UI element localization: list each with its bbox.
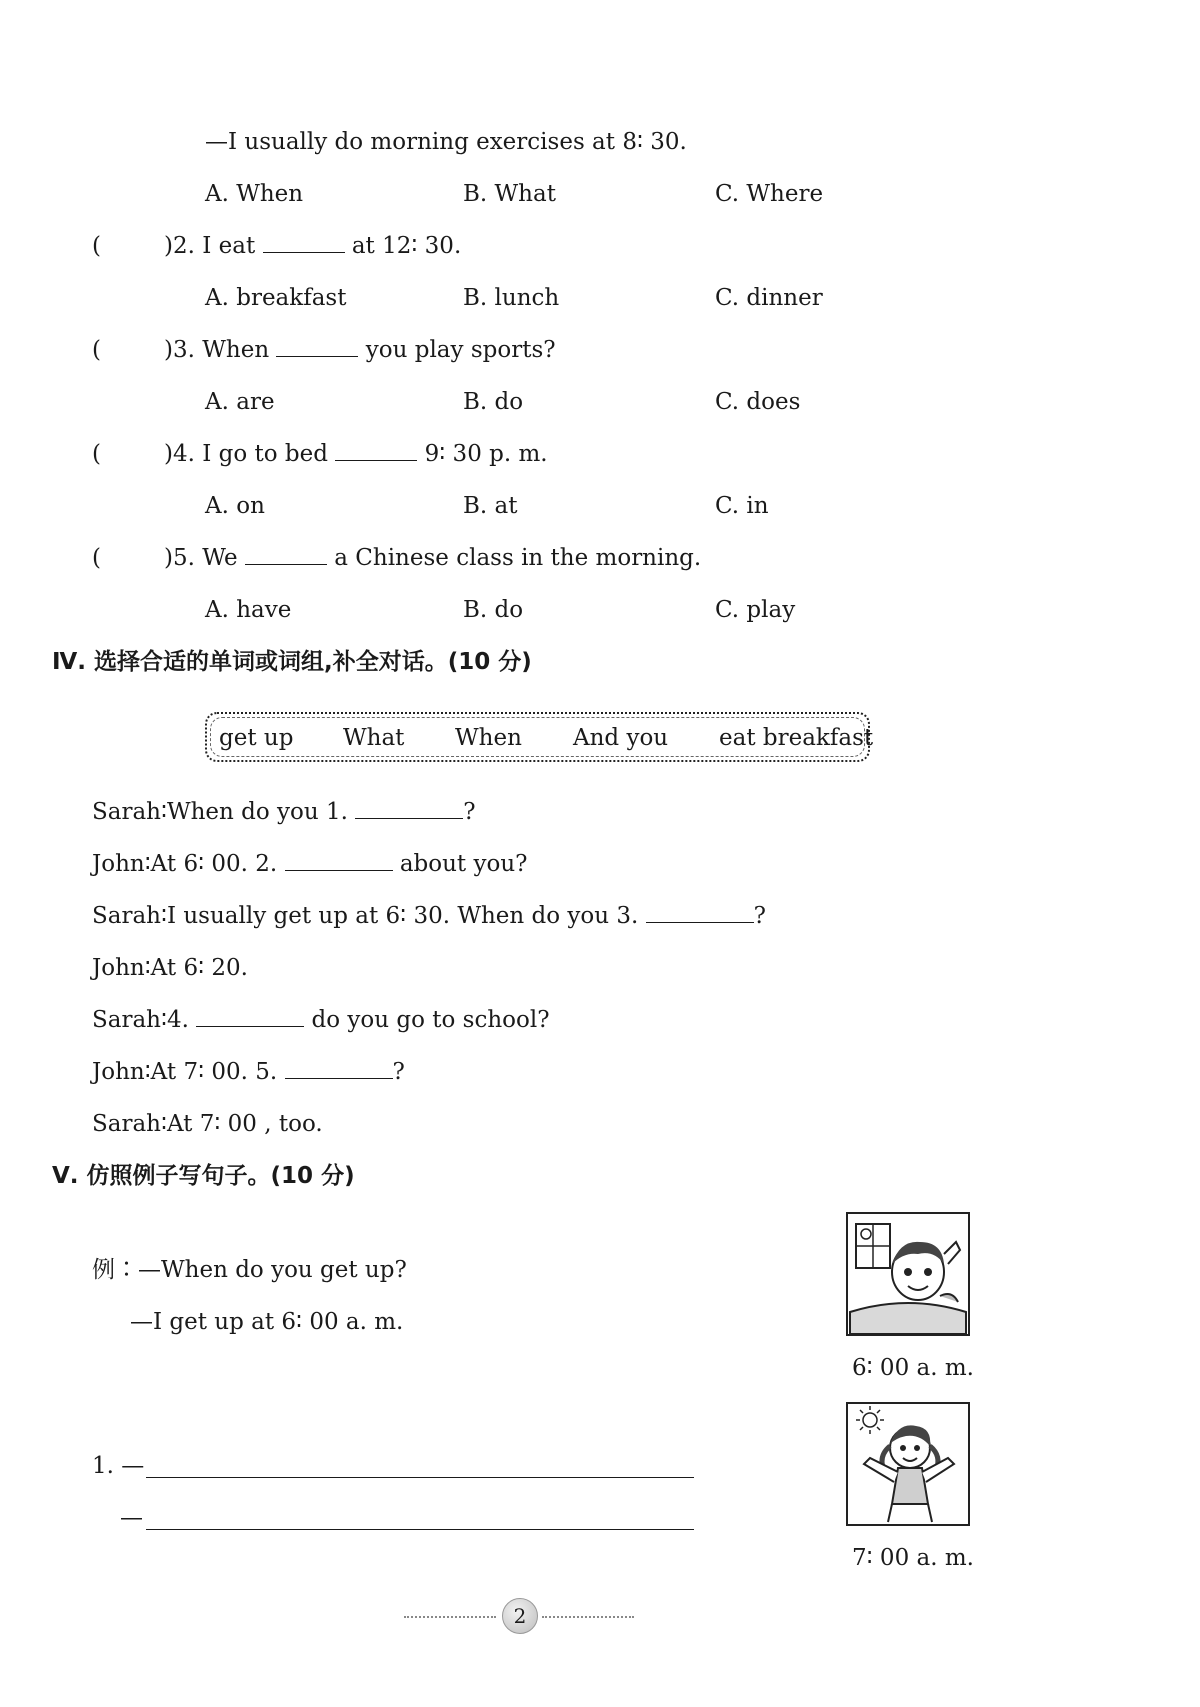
boy-waking-illustration — [848, 1214, 968, 1334]
word-bank-item: get up — [219, 725, 294, 751]
dialogue-text: Sarah∶When do you 1. — [92, 799, 348, 825]
word-bank-box — [205, 712, 874, 762]
item1-answer-dash: — — [120, 1505, 143, 1531]
q4-after: 9∶ 30 p. m. — [424, 441, 548, 467]
q4-stem — [164, 440, 548, 468]
page-number-left-dots — [404, 1616, 496, 1618]
q1-option-c: C. Where — [715, 181, 824, 207]
dialogue-line-6 — [92, 1058, 405, 1086]
q1-option-a: A. When — [205, 181, 304, 207]
dialogue-text: John∶At 6∶ 20. — [92, 955, 248, 981]
q4-number: 4. — [172, 441, 195, 467]
q2-paren-open: ( — [92, 233, 101, 259]
q4-blank[interactable] — [335, 440, 417, 461]
q4-option-a: A. on — [205, 493, 265, 519]
dialogue-blank-3[interactable] — [646, 902, 754, 923]
q4-paren-open: ( — [92, 441, 101, 467]
dialogue-text: Sarah∶4. — [92, 1007, 189, 1033]
q4-before: I go to bed — [202, 441, 328, 467]
q5-blank[interactable] — [245, 544, 327, 565]
dialogue-text: ? — [753, 903, 766, 929]
word-bank-item: When — [455, 725, 522, 751]
item1-question-label: 1. — — [92, 1453, 145, 1479]
q2-stem — [164, 232, 461, 260]
dialogue-line-5 — [92, 1006, 550, 1034]
item1-time-label: 7∶ 00 a. m. — [852, 1545, 974, 1571]
q4-paren-close: ) — [164, 441, 173, 467]
dialogue-text: ? — [392, 1059, 405, 1085]
word-bank-item: What — [343, 725, 405, 751]
q3-option-b: B. do — [463, 389, 524, 415]
dialogue-text: do you go to school? — [311, 1007, 550, 1033]
section5-heading: Ⅴ. 仿照例子写句子。(10 分) — [52, 1163, 355, 1189]
dialogue-text: about you? — [399, 851, 528, 877]
dialogue-text: Sarah∶I usually get up at 6∶ 30. When do you 3. — [92, 903, 639, 929]
dialogue-blank-2[interactable] — [285, 850, 393, 871]
q2-blank[interactable] — [263, 232, 345, 253]
example-time-label: 6∶ 00 a. m. — [852, 1355, 974, 1381]
page-number-right-dots — [542, 1616, 634, 1618]
word-bank-item: And you — [573, 725, 669, 751]
q5-option-c: C. play — [715, 597, 796, 623]
q4-option-c: C. in — [715, 493, 769, 519]
q3-stem — [164, 336, 556, 364]
boy-waking-picture — [846, 1212, 970, 1336]
q5-paren-open: ( — [92, 545, 101, 571]
dialogue-line-4 — [92, 954, 248, 982]
dialogue-line-7 — [92, 1110, 323, 1138]
girl-morning-picture — [846, 1402, 970, 1526]
q3-before: When — [202, 337, 270, 363]
dialogue-line-1 — [92, 798, 476, 826]
item1-answer-writing-line[interactable] — [146, 1529, 694, 1530]
q1-answer-line: —I usually do morning exercises at 8∶ 30. — [205, 129, 687, 155]
q5-paren-close: ) — [164, 545, 173, 571]
q5-stem — [164, 544, 701, 572]
page-number: 2 — [502, 1598, 538, 1634]
q2-option-b: B. lunch — [463, 285, 560, 311]
q2-number: 2. — [172, 233, 195, 259]
q2-after: at 12∶ 30. — [351, 233, 462, 259]
section4-heading: Ⅳ. 选择合适的单词或词组,补全对话。(10 分) — [52, 649, 532, 675]
q5-after: a Chinese class in the morning. — [334, 545, 702, 571]
example-question: 例∶—When do you get up? — [92, 1257, 407, 1283]
item1-question-writing-line[interactable] — [146, 1477, 694, 1478]
q2-option-a: A. breakfast — [205, 285, 347, 311]
q5-number: 5. — [172, 545, 195, 571]
q3-paren-close: ) — [164, 337, 173, 363]
example-answer: —I get up at 6∶ 00 a. m. — [130, 1309, 404, 1335]
word-bank-item: eat breakfast — [719, 725, 874, 751]
dialogue-text: John∶At 6∶ 00. 2. — [92, 851, 278, 877]
q1-option-b: B. What — [463, 181, 556, 207]
q4-option-b: B. at — [463, 493, 518, 519]
q5-option-a: A. have — [205, 597, 292, 623]
dialogue-text: ? — [463, 799, 476, 825]
q2-before: I eat — [202, 233, 256, 259]
q3-blank[interactable] — [276, 336, 358, 357]
q3-after: you play sports? — [365, 337, 556, 363]
dialogue-line-3 — [92, 902, 766, 930]
q5-before: We — [202, 545, 238, 571]
q3-option-a: A. are — [205, 389, 275, 415]
dialogue-blank-1[interactable] — [355, 798, 463, 819]
dialogue-blank-5[interactable] — [285, 1058, 393, 1079]
q5-option-b: B. do — [463, 597, 524, 623]
q3-number: 3. — [172, 337, 195, 363]
q3-option-c: C. does — [715, 389, 801, 415]
q3-paren-open: ( — [92, 337, 101, 363]
q2-paren-close: ) — [164, 233, 173, 259]
girl-morning-illustration — [848, 1404, 968, 1524]
q2-option-c: C. dinner — [715, 285, 823, 311]
dialogue-line-2 — [92, 850, 527, 878]
dialogue-blank-4[interactable] — [196, 1006, 304, 1027]
dialogue-text: Sarah∶At 7∶ 00 , too. — [92, 1111, 323, 1137]
dialogue-text: John∶At 7∶ 00. 5. — [92, 1059, 278, 1085]
sun-icon — [856, 1406, 884, 1434]
